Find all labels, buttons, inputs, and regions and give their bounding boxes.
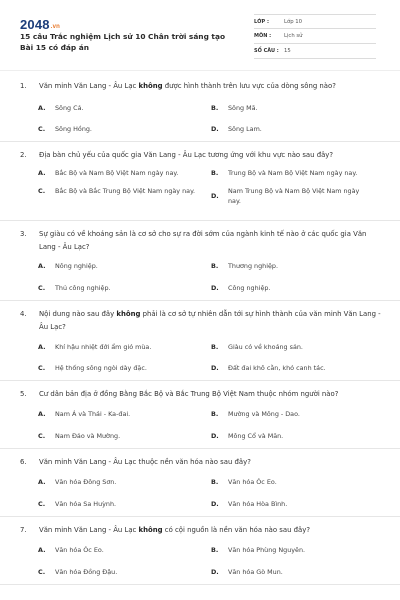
option-letter: A. xyxy=(38,410,46,418)
option-d[interactable] xyxy=(211,186,368,206)
question-text xyxy=(20,456,380,469)
option-text: Mường và Mông - Dao. xyxy=(228,410,300,418)
option-text: Sông Mã. xyxy=(228,104,258,112)
question-number: 7. xyxy=(20,526,27,534)
option-a[interactable] xyxy=(38,261,195,271)
option-letter: B. xyxy=(211,343,219,351)
option-text: Văn hóa Phùng Nguyên. xyxy=(228,546,306,554)
option-text: Nam Á và Thái - Ka-đai. xyxy=(55,410,131,418)
option-b[interactable] xyxy=(211,477,368,487)
question-number: 2. xyxy=(20,151,27,159)
question-text-part: có cội nguồn là nền văn hóa nào sau đây? xyxy=(162,526,311,534)
option-b[interactable] xyxy=(211,545,368,555)
option-letter: A. xyxy=(38,478,46,486)
question-divider xyxy=(0,220,400,221)
question-divider xyxy=(0,141,400,142)
option-b[interactable] xyxy=(211,261,368,271)
question-text-part: phải là cơ sở tự nhiên dẫn tới sự hình thành của văn minh Văn Lang - Âu Lạc? xyxy=(39,310,381,331)
option-text: Giàu có về khoáng sản. xyxy=(228,343,303,351)
question-text-part: Địa bàn chủ yếu của quốc gia Văn Lang - Âu Lạc tương ứng với khu vực nào sau đây? xyxy=(39,151,334,159)
option-text: Sông Lam. xyxy=(228,125,262,133)
header-divider xyxy=(0,70,400,71)
option-c[interactable] xyxy=(38,283,195,293)
meta-table xyxy=(254,14,376,59)
option-text: Bắc Bộ và Nam Bộ Việt Nam ngày nay. xyxy=(55,169,179,177)
option-text: Bắc Bộ và Bắc Trung Bộ Việt Nam ngày nay. xyxy=(55,187,195,195)
option-text: Mông Cổ và Mãn. xyxy=(228,432,284,440)
meta-value: Lịch sử xyxy=(284,33,303,39)
option-letter: C. xyxy=(38,284,46,292)
option-b[interactable] xyxy=(211,409,368,419)
option-text: Thủ công nghiệp. xyxy=(55,284,111,292)
option-text: Văn hóa Đồng Đậu. xyxy=(55,568,118,576)
option-text: Văn hóa Óc Eo. xyxy=(55,546,104,554)
option-c[interactable] xyxy=(38,186,195,196)
question-text xyxy=(20,228,380,251)
option-letter: C. xyxy=(38,568,46,576)
question-text xyxy=(20,149,380,162)
option-b[interactable] xyxy=(211,168,368,178)
option-text: Công nghiệp. xyxy=(228,284,271,292)
option-text: Khí hậu nhiệt đới ẩm gió mùa. xyxy=(55,343,152,351)
logo-suffix: .vn xyxy=(50,24,61,30)
option-text: Hệ thống sông ngòi dày đặc. xyxy=(55,364,147,372)
option-letter: C. xyxy=(38,500,46,508)
option-letter: D. xyxy=(211,192,219,200)
option-letter: A. xyxy=(38,104,46,112)
option-letter: B. xyxy=(211,546,219,554)
option-d[interactable] xyxy=(211,363,368,373)
question-divider xyxy=(0,300,400,301)
question-number: 3. xyxy=(20,230,27,238)
question-divider xyxy=(0,380,400,381)
option-letter: B. xyxy=(211,169,219,177)
option-d[interactable] xyxy=(211,283,368,293)
option-text: Đất đai khô cằn, khó canh tác. xyxy=(228,364,326,372)
question-text-part: Sự giàu có về khoáng sản là cơ sở cho sự ra đời sớm của ngành kinh tế nào ở các quốc gia Văn Lang - Âu Lạc? xyxy=(39,230,367,251)
question-text xyxy=(20,80,380,93)
question-emphasis: không xyxy=(116,310,141,318)
option-letter: D. xyxy=(211,284,219,292)
option-text: Nông nghiệp. xyxy=(55,262,98,270)
option-a[interactable] xyxy=(38,409,195,419)
option-b[interactable] xyxy=(211,103,368,113)
option-d[interactable] xyxy=(211,124,368,134)
option-text: Văn hóa Sa Huỳnh. xyxy=(55,500,117,508)
option-a[interactable] xyxy=(38,103,195,113)
question-text-part: Cư dân bản địa ở đồng Bằng Bắc Bộ và Bắc Trung Bộ Việt Nam thuộc nhóm người nào? xyxy=(39,390,339,398)
meta-value: Lớp 10 xyxy=(284,18,302,25)
question-text-part: Văn minh Văn Lang - Âu Lạc xyxy=(39,526,139,534)
question-emphasis: không xyxy=(138,526,163,534)
option-letter: D. xyxy=(211,432,219,440)
option-a[interactable] xyxy=(38,342,195,352)
question-text-part: Văn minh Văn Lang - Âu Lạc thuộc nền văn hóa nào sau đây? xyxy=(39,458,251,466)
option-letter: D. xyxy=(211,568,219,576)
meta-label: SỐ CÂU : xyxy=(254,48,279,54)
meta-row-class xyxy=(254,14,376,29)
option-d[interactable] xyxy=(211,431,368,441)
option-text: Nam Đảo và Mường. xyxy=(55,432,121,440)
option-text: Văn hóa Hòa Bình. xyxy=(228,500,288,508)
option-letter: D. xyxy=(211,364,219,372)
logo-main: 2048 xyxy=(20,17,50,32)
option-b[interactable] xyxy=(211,342,368,352)
option-c[interactable] xyxy=(38,499,195,509)
meta-label: MÔN : xyxy=(254,33,272,39)
option-letter: B. xyxy=(211,410,219,418)
option-letter: A. xyxy=(38,169,46,177)
question-number: 5. xyxy=(20,390,27,398)
question-text xyxy=(20,388,380,401)
option-letter: A. xyxy=(38,546,46,554)
option-a[interactable] xyxy=(38,545,195,555)
option-a[interactable] xyxy=(38,477,195,487)
question-number: 4. xyxy=(20,310,27,318)
option-letter: C. xyxy=(38,364,46,372)
option-letter: B. xyxy=(211,104,219,112)
question-text-part: Nội dung nào sau đây xyxy=(39,310,117,318)
option-text: Sông Hồng. xyxy=(55,125,92,133)
question-divider xyxy=(0,584,400,585)
document-title: 15 câu Trắc nghiệm Lịch sử 10 Chân trời sáng tạo Bài 15 có đáp án xyxy=(20,32,226,52)
option-letter: B. xyxy=(211,262,219,270)
document-header xyxy=(0,0,400,78)
option-d[interactable] xyxy=(211,567,368,577)
meta-row-count xyxy=(254,44,376,59)
meta-label: LỚP : xyxy=(254,18,269,25)
option-text: Nam Trung Bộ và Nam Bộ Việt Nam ngày nay. xyxy=(228,187,360,205)
option-text: Thương nghiệp. xyxy=(228,262,279,270)
question-number: 6. xyxy=(20,458,27,466)
option-a[interactable] xyxy=(38,168,195,178)
question-text xyxy=(20,308,381,331)
question-divider xyxy=(0,448,400,449)
question-text-part: được hình thành trên lưu vực của dòng sông nào? xyxy=(162,82,336,90)
option-letter: B. xyxy=(211,478,219,486)
question-divider xyxy=(0,516,400,517)
question-text xyxy=(20,524,380,537)
option-letter: A. xyxy=(38,343,46,351)
option-letter: C. xyxy=(38,187,46,195)
option-letter: D. xyxy=(211,125,219,133)
question-emphasis: không xyxy=(138,82,163,90)
option-letter: C. xyxy=(38,432,46,440)
meta-row-subject xyxy=(254,29,376,44)
option-text: Sông Cả. xyxy=(55,104,84,112)
option-text: Văn hóa Gò Mun. xyxy=(228,568,283,576)
option-c[interactable] xyxy=(38,567,195,577)
option-letter: D. xyxy=(211,500,219,508)
option-text: Trung Bộ và Nam Bộ Việt Nam ngày nay. xyxy=(228,169,358,177)
option-d[interactable] xyxy=(211,499,368,509)
option-letter: A. xyxy=(38,262,46,270)
site-logo[interactable] xyxy=(20,17,60,32)
question-number: 1. xyxy=(20,82,27,90)
option-letter: C. xyxy=(38,125,46,133)
question-text-part: Văn minh Văn Lang - Âu Lạc xyxy=(39,82,139,90)
option-c[interactable] xyxy=(38,124,195,134)
option-text: Văn hóa Đông Sơn. xyxy=(55,478,117,486)
meta-value: 15 xyxy=(284,48,291,54)
option-c[interactable] xyxy=(38,363,195,373)
option-text: Văn hóa Óc Eo. xyxy=(228,478,277,486)
option-c[interactable] xyxy=(38,431,195,441)
